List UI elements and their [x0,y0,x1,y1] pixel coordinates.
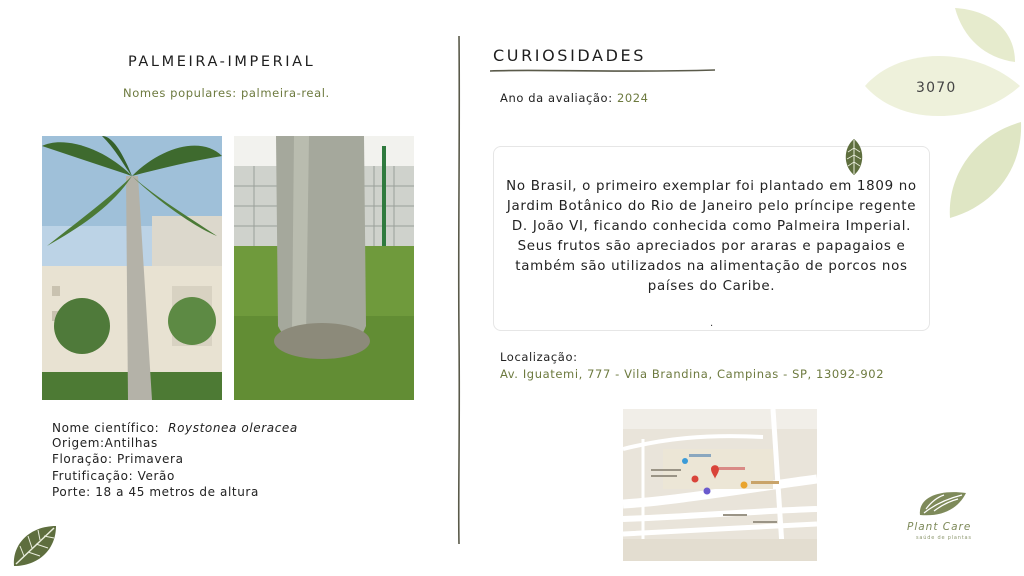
plant-title: PALMEIRA-IMPERIAL [128,54,316,70]
evaluation-year [500,91,649,105]
title-underline [490,66,715,76]
leaf-icon [843,138,865,176]
corner-code: 3070 [916,80,957,96]
evaluation-year-value: 2024 [616,91,649,105]
curiosities-title: CURIOSIDADES [493,46,646,65]
location-map[interactable] [623,409,817,561]
curiosity-dot: . [710,318,714,329]
flowering: Floração: Primavera [52,452,184,466]
plant-size: Porte: 18 a 45 metros de altura [52,485,259,499]
fruiting: Frutificação: Verão [52,469,175,483]
scientific-name-label: Nome científico: [52,421,160,435]
location-label: Localização: [500,350,578,364]
plant-care-logo [914,487,970,519]
popular-names: Nomes populares: palmeira-real. [123,86,330,100]
origin: Origem:Antilhas [52,436,158,450]
leaf-icon [10,522,60,570]
evaluation-year-label: Ano da avaliação: [500,91,613,105]
brand-tagline: saúde de plantas [916,535,972,541]
scientific-name-row [52,421,298,435]
column-divider [455,36,463,544]
curiosity-text: No Brasil, o primeiro exemplar foi plantado em 1809 no Jardim Botânico do Rio de Janeiro pelo príncipe regente D. João VI, ficando conhecida como Palmeira Imperial. Seus frutos são apreciados por araras e papagaios e também são utilizados na alimentação de porcos nos países do Caribe. [506,179,917,294]
location-address: Av. Iguatemi, 777 - Vila Brandina, Campinas - SP, 13092-902 [500,367,885,381]
brand-name: Plant Care [907,521,972,533]
palm-trunk-photo [234,136,414,400]
scientific-name-value: Roystonea oleracea [168,421,298,435]
palm-tree-photo [42,136,222,400]
